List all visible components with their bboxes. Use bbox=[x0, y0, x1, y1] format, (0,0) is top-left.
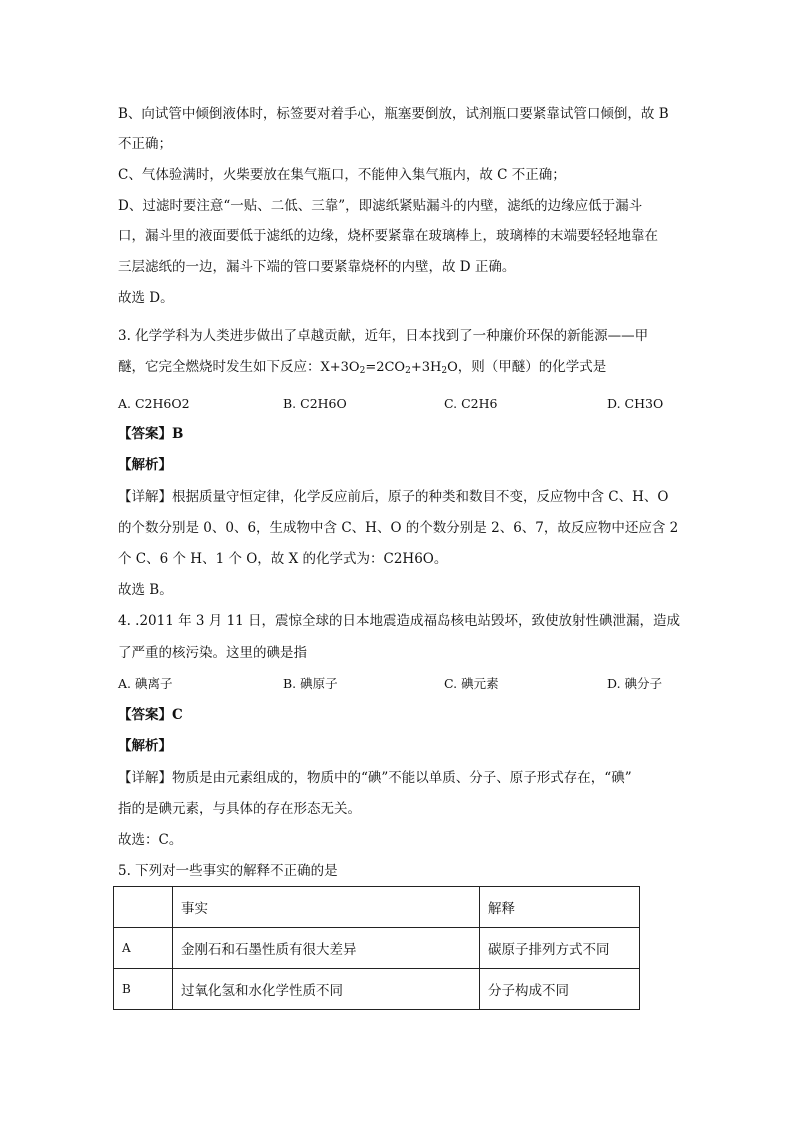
prev-explanation-d-line1: D、过滤时要注意“一贴、二低、三靠”，即滤纸紧贴漏斗的内壁，滤纸的边缘应低于漏斗 bbox=[118, 198, 643, 214]
q3-stem-line1: 3. 化学学科为人类进步做出了卓越贡献，近年，日本找到了一种廉价环保的新能源——甲 bbox=[118, 328, 649, 344]
q4-detail-line2: 指的是碘元素，与具体的存在形态无关。 bbox=[118, 801, 361, 817]
q3-option-b: B. C2H6O bbox=[283, 396, 347, 411]
q3-stem-suffix: ，则（甲醚）的化学式是 bbox=[457, 359, 607, 375]
prev-explanation-d-line2: 口，漏斗里的液面要低于滤纸的边缘，烧杯要紧靠在玻璃棒上，玻璃棒的末端要轻轻地靠在 bbox=[118, 228, 658, 244]
q3-choice: 故选 B。 bbox=[118, 582, 173, 598]
table-header-cell bbox=[114, 887, 173, 928]
reaction-equation bbox=[321, 360, 458, 375]
eq-part-4: O bbox=[447, 360, 458, 375]
q5-stem: 5. 下列对一些事实的解释不正确的是 bbox=[118, 863, 338, 879]
q4-stem-line1: 4. .2011 年 3 月 11 日，震惊全球的日本地震造成福岛核电站毁坏，致使放射性碘泄漏，造成 bbox=[118, 613, 681, 629]
q4-option-d: D. 碘分子 bbox=[607, 676, 663, 691]
q3-detail-line1: 【详解】根据质量守恒定律，化学反应前后，原子的种类和数目不变，反应物中含 C、H、O bbox=[118, 489, 669, 505]
q3-option-a: A. C2H6O2 bbox=[118, 396, 190, 411]
q4-choice: 故选：C。 bbox=[118, 832, 183, 848]
table-cell: A bbox=[114, 928, 173, 969]
eq-sub-1: 2 bbox=[359, 366, 366, 376]
q3-option-c: C. C2H6 bbox=[444, 396, 498, 411]
q4-option-a: A. 碘离子 bbox=[118, 676, 173, 691]
q3-stem-line2 bbox=[118, 357, 606, 381]
q3-detail-line3: 个 C、6 个 H、1 个 O，故 X 的化学式为：C2H6O。 bbox=[118, 551, 448, 567]
q3-analysis-heading: 【解析】 bbox=[118, 457, 172, 473]
eq-part-3: +3H bbox=[410, 360, 442, 375]
q4-option-b: B. 碘原子 bbox=[283, 676, 338, 691]
prev-explanation-b-line2: 不正确； bbox=[118, 136, 172, 152]
table-cell: 碳原子排列方式不同 bbox=[480, 928, 640, 969]
table-header-row bbox=[114, 887, 640, 928]
prev-choice: 故选 D。 bbox=[118, 290, 174, 306]
table-cell: 金刚石和石墨性质有很大差异 bbox=[173, 928, 480, 969]
table-cell: B bbox=[114, 969, 173, 1010]
table-row bbox=[114, 969, 640, 1010]
q3-stem-prefix: 醚，它完全燃烧时发生如下反应： bbox=[118, 359, 321, 375]
q4-option-c: C. 碘元素 bbox=[444, 676, 499, 691]
table-header-cell: 解释 bbox=[480, 887, 640, 928]
q3-option-d: D. CH3O bbox=[607, 396, 664, 411]
eq-sub-3: 2 bbox=[441, 366, 448, 376]
q4-detail-line1: 【详解】物质是由元素组成的，物质中的“碘”不能以单质、分子、原子形式存在，“碘” bbox=[118, 770, 632, 786]
q3-answer: 【答案】B bbox=[118, 426, 184, 442]
eq-part-2: =2CO bbox=[365, 360, 406, 375]
q4-analysis-heading: 【解析】 bbox=[118, 738, 172, 754]
prev-explanation-c: C、气体验满时，火柴要放在集气瓶口，不能伸入集气瓶内，故 C 不正确； bbox=[118, 167, 566, 183]
table-cell: 过氧化氢和水化学性质不同 bbox=[173, 969, 480, 1010]
q3-detail-line2: 的个数分别是 0、0、6，生成物中含 C、H、O 的个数分别是 2、6、7，故反应物中还应含 2 bbox=[118, 520, 679, 536]
table-cell: 分子构成不同 bbox=[480, 969, 640, 1010]
eq-sub-2: 2 bbox=[405, 366, 411, 376]
eq-part-1: X+3O bbox=[320, 360, 360, 375]
prev-explanation-b-line1: B、向试管中倾倒液体时，标签要对着手心，瓶塞要倒放，试剂瓶口要紧靠试管口倾倒，故 B bbox=[118, 106, 669, 122]
facts-table bbox=[113, 886, 640, 1010]
q4-answer: 【答案】C bbox=[118, 707, 183, 723]
prev-explanation-d-line3: 三层滤纸的一边，漏斗下端的管口要紧靠烧杯的内壁，故 D 正确。 bbox=[118, 259, 516, 275]
q4-stem-line2: 了严重的核污染。这里的碘是指 bbox=[118, 645, 307, 661]
table-header-cell: 事实 bbox=[173, 887, 480, 928]
table-row bbox=[114, 928, 640, 969]
